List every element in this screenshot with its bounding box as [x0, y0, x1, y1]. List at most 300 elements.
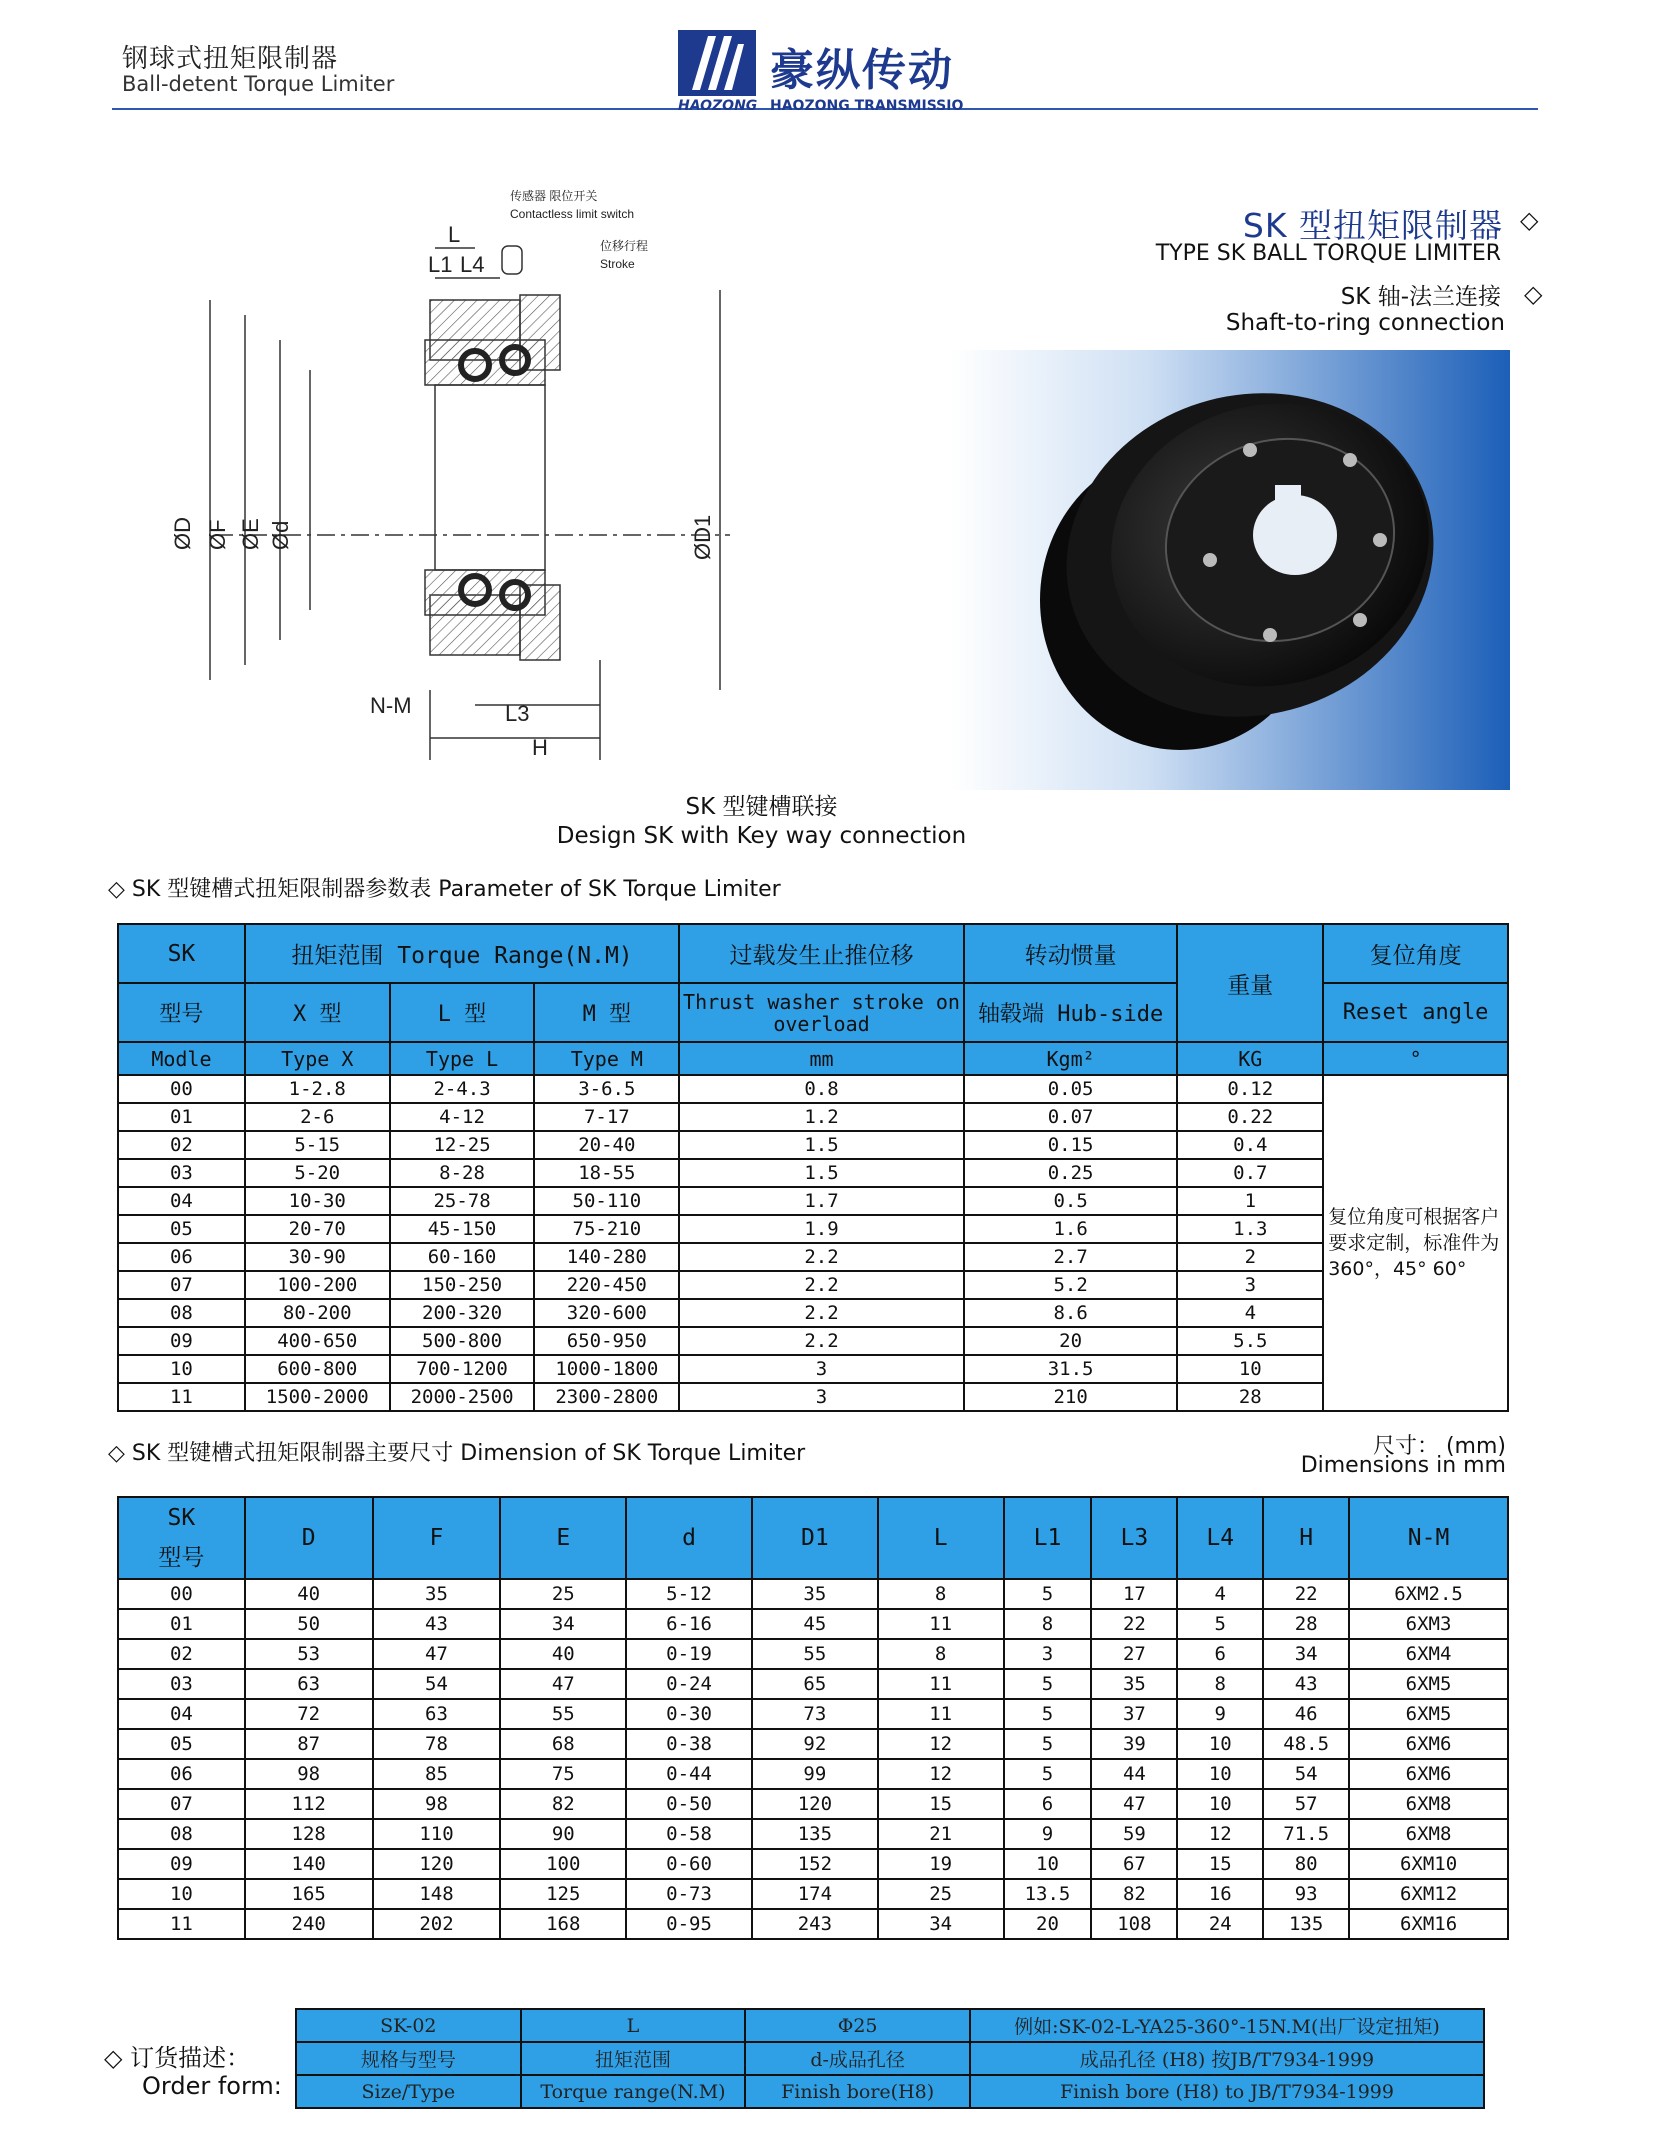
table-cell: 243	[752, 1909, 878, 1939]
table-cell: 18-55	[534, 1159, 679, 1187]
table-cell: 6XM16	[1349, 1909, 1508, 1939]
table-cell: 10	[118, 1879, 245, 1909]
table-cell: 112	[245, 1789, 373, 1819]
table-cell: 400-650	[245, 1327, 390, 1355]
table-cell: 10-30	[245, 1187, 390, 1215]
table-cell: 47	[1091, 1789, 1177, 1819]
order-cell: Finish bore (H8) to JB/T7934-1999	[970, 2075, 1484, 2108]
table-cell: 135	[1263, 1909, 1349, 1939]
table-cell: 4	[1177, 1299, 1323, 1327]
table-cell: 50	[245, 1609, 373, 1639]
header-model-cn: 型号	[118, 983, 245, 1042]
table-cell: 0.12	[1177, 1075, 1323, 1103]
table-cell: 3	[1004, 1639, 1092, 1669]
table-cell: 0-38	[626, 1729, 752, 1759]
table-row	[118, 1159, 1508, 1187]
table-cell: 00	[118, 1579, 245, 1609]
order-cell: 扭矩范围	[521, 2042, 746, 2075]
unit-stroke: mm	[679, 1042, 964, 1075]
table-row	[118, 1327, 1508, 1355]
table-cell: 5	[1004, 1759, 1092, 1789]
table-cell: 05	[118, 1215, 245, 1243]
table-cell: 3	[679, 1355, 964, 1383]
table-cell: 10	[1004, 1849, 1092, 1879]
table-cell: 120	[752, 1789, 878, 1819]
table-cell: 8-28	[390, 1159, 535, 1187]
table-cell: 67	[1091, 1849, 1177, 1879]
table-cell: 6XM6	[1349, 1729, 1508, 1759]
table-cell: 1-2.8	[245, 1075, 390, 1103]
table-cell: 04	[118, 1699, 245, 1729]
table-cell: 1.7	[679, 1187, 964, 1215]
order-cell: Φ25	[745, 2009, 970, 2042]
table-cell: 3	[679, 1383, 964, 1411]
table-cell: 40	[245, 1579, 373, 1609]
brand-name-en: HAOZONG	[678, 98, 758, 114]
table-cell: 8	[878, 1639, 1004, 1669]
table-cell: 0-30	[626, 1699, 752, 1729]
table-cell: 135	[752, 1819, 878, 1849]
table-cell: 45	[752, 1609, 878, 1639]
reset-angle-note: 复位角度可根据客户要求定制，标准件为360°，45° 60°	[1323, 1075, 1508, 1411]
table-cell: 8.6	[964, 1299, 1178, 1327]
table-cell: 54	[373, 1669, 501, 1699]
table-cell: 24	[1177, 1909, 1263, 1939]
table-cell: 650-950	[534, 1327, 679, 1355]
table-cell: 6XM8	[1349, 1819, 1508, 1849]
connection-title-en: Shaft-to-ring connection	[1225, 310, 1505, 336]
table-cell: 2-6	[245, 1103, 390, 1131]
table-cell: 220-450	[534, 1271, 679, 1299]
order-label-en: Order form:	[142, 2072, 282, 2100]
header-l-cn: L 型	[390, 983, 535, 1042]
table-cell: 85	[373, 1759, 501, 1789]
table-cell: 35	[752, 1579, 878, 1609]
order-row	[296, 2042, 1484, 2075]
table-cell: 6XM2.5	[1349, 1579, 1508, 1609]
table-row	[118, 1299, 1508, 1327]
order-cell: Finish bore(H8)	[745, 2075, 970, 2108]
table-cell: 0.5	[964, 1187, 1178, 1215]
connection-title-cn: SK 轴-法兰连接	[1340, 284, 1501, 310]
table-cell: 46	[1263, 1699, 1349, 1729]
table-cell: 34	[878, 1909, 1004, 1939]
dim-header: d	[626, 1497, 752, 1579]
table-cell: 8	[1177, 1669, 1263, 1699]
table-cell: 5	[1004, 1699, 1092, 1729]
table-cell: 03	[118, 1159, 245, 1187]
dim-header: D	[245, 1497, 373, 1579]
order-cell: SK-02	[296, 2009, 521, 2042]
table-cell: 120	[373, 1849, 501, 1879]
table-cell: 108	[1091, 1909, 1177, 1939]
table-cell: 140	[245, 1849, 373, 1879]
table-cell: 0-95	[626, 1909, 752, 1939]
table-cell: 128	[245, 1819, 373, 1849]
table-row	[118, 1215, 1508, 1243]
dim-section-title: ◇ SK 型键槽式扭矩限制器主要尺寸 Dimension of SK Torque Limiter	[108, 1441, 806, 1466]
order-row	[296, 2009, 1484, 2042]
table-cell: 0.7	[1177, 1159, 1323, 1187]
table-cell: 22	[1263, 1579, 1349, 1609]
drawing-sensor-en: Contactless limit switch	[510, 207, 635, 221]
drawing-sensor-cn: 传感器 限位开关	[510, 189, 598, 203]
table-cell: 11	[118, 1909, 245, 1939]
table-row	[118, 1075, 1508, 1103]
table-cell: 63	[245, 1669, 373, 1699]
table-cell: 99	[752, 1759, 878, 1789]
drawing-label-H: H	[532, 735, 548, 760]
drawing-label-L3: L3	[505, 701, 530, 726]
table-cell: 6-16	[626, 1609, 752, 1639]
order-label-cn: ◇ 订货描述：	[104, 2044, 251, 2072]
table-cell: 16	[1177, 1879, 1263, 1909]
table-cell: 01	[118, 1103, 245, 1131]
table-cell: 80	[1263, 1849, 1349, 1879]
table-cell: 5	[1004, 1669, 1092, 1699]
header-stroke-en: Thrust washer stroke on overload	[679, 983, 964, 1042]
table-cell: 09	[118, 1327, 245, 1355]
unit-weight: KG	[1177, 1042, 1323, 1075]
dim-header: L4	[1177, 1497, 1263, 1579]
table-cell: 6XM12	[1349, 1879, 1508, 1909]
table-cell: 75-210	[534, 1215, 679, 1243]
table-cell: 05	[118, 1729, 245, 1759]
table-cell: 31.5	[964, 1355, 1178, 1383]
drawing-label-NM: N-M	[370, 693, 412, 718]
brand-logo-icon	[678, 30, 756, 96]
order-cell: L	[521, 2009, 746, 2042]
table-cell: 11	[118, 1383, 245, 1411]
table-cell: 11	[878, 1669, 1004, 1699]
table-cell: 0.4	[1177, 1131, 1323, 1159]
table-cell: 6	[1177, 1639, 1263, 1669]
section-drawing	[170, 189, 730, 760]
table-cell: 10	[1177, 1729, 1263, 1759]
table-cell: 140-280	[534, 1243, 679, 1271]
table-cell: 07	[118, 1271, 245, 1299]
unit-inertia: Kgm²	[964, 1042, 1178, 1075]
drawing-label-L4: L4	[460, 252, 485, 277]
unit-l: Type L	[390, 1042, 535, 1075]
table-cell: 47	[500, 1669, 626, 1699]
table-row	[118, 1639, 1508, 1669]
table-cell: 174	[752, 1879, 878, 1909]
table-cell: 30-90	[245, 1243, 390, 1271]
table-cell: 10	[118, 1355, 245, 1383]
table-row	[118, 1383, 1508, 1411]
table-cell: 59	[1091, 1819, 1177, 1849]
table-cell: 8	[878, 1579, 1004, 1609]
table-cell: 15	[878, 1789, 1004, 1819]
table-cell: 0.07	[964, 1103, 1178, 1131]
table-cell: 34	[1263, 1639, 1349, 1669]
table-cell: 12	[878, 1759, 1004, 1789]
drawing-label-L1: L1	[428, 252, 453, 277]
table-row	[118, 1819, 1508, 1849]
table-cell: 1.6	[964, 1215, 1178, 1243]
table-cell: 200-320	[390, 1299, 535, 1327]
table-cell: 6XM10	[1349, 1849, 1508, 1879]
table-cell: 75	[500, 1759, 626, 1789]
table-cell: 10	[1177, 1759, 1263, 1789]
table-cell: 87	[245, 1729, 373, 1759]
header-reset-cn: 复位角度	[1323, 924, 1508, 983]
dim-header: N-M	[1349, 1497, 1508, 1579]
table-cell: 02	[118, 1639, 245, 1669]
table-cell: 8	[1004, 1609, 1092, 1639]
table-cell: 1000-1800	[534, 1355, 679, 1383]
unit-reset: °	[1323, 1042, 1508, 1075]
table-cell: 35	[373, 1579, 501, 1609]
table-cell: 39	[1091, 1729, 1177, 1759]
param-section-title: ◇ SK 型键槽式扭矩限制器参数表 Parameter of SK Torque Limiter	[108, 877, 781, 902]
diamond-icon: ◇	[1524, 280, 1543, 308]
table-cell: 600-800	[245, 1355, 390, 1383]
table-cell: 0.22	[1177, 1103, 1323, 1131]
table-cell: 500-800	[390, 1327, 535, 1355]
table-cell: 5	[1004, 1729, 1092, 1759]
table-cell: 07	[118, 1789, 245, 1819]
table-cell: 2.7	[964, 1243, 1178, 1271]
table-cell: 6XM6	[1349, 1759, 1508, 1789]
product-title-cn: SK 型扭矩限制器	[1242, 206, 1503, 245]
table-cell: 165	[245, 1879, 373, 1909]
table-cell: 2.2	[679, 1327, 964, 1355]
table-cell: 5	[1177, 1609, 1263, 1639]
header-inertia-cn: 转动惯量	[964, 924, 1178, 983]
table-cell: 35	[1091, 1669, 1177, 1699]
table-row	[118, 1849, 1508, 1879]
table-cell: 10	[1177, 1355, 1323, 1383]
table-cell: 10	[1177, 1789, 1263, 1819]
dim-header: F	[373, 1497, 501, 1579]
header-inertia-en: 轴毂端 Hub-side	[964, 983, 1178, 1042]
table-cell: 1.9	[679, 1215, 964, 1243]
dim-header: E	[500, 1497, 626, 1579]
drawing-stroke-en: Stroke	[600, 257, 635, 271]
table-cell: 5-20	[245, 1159, 390, 1187]
table-cell: 40	[500, 1639, 626, 1669]
order-cell: 例如:SK-02-L-YA25-360°-15N.M(出厂设定扭矩)	[970, 2009, 1484, 2042]
dim-header-sk	[118, 1497, 245, 1579]
table-cell: 93	[1263, 1879, 1349, 1909]
table-cell: 17	[1091, 1579, 1177, 1609]
table-cell: 37	[1091, 1699, 1177, 1729]
table-cell: 2300-2800	[534, 1383, 679, 1411]
dim-header: L1	[1004, 1497, 1092, 1579]
table-cell: 44	[1091, 1759, 1177, 1789]
table-cell: 1.2	[679, 1103, 964, 1131]
table-cell: 152	[752, 1849, 878, 1879]
dim-table	[117, 1496, 1509, 1940]
header-reset-en: Reset angle	[1323, 983, 1508, 1042]
table-cell: 0-60	[626, 1849, 752, 1879]
table-cell: 09	[118, 1849, 245, 1879]
header-weight: 重量	[1177, 924, 1323, 1042]
drawing-caption-en: Design SK with Key way connection	[556, 823, 967, 849]
brand-name-en-full: HAOZONG TRANSMISSIO	[770, 98, 964, 114]
table-row	[118, 1759, 1508, 1789]
table-cell: 60-160	[390, 1243, 535, 1271]
table-cell: 2.2	[679, 1299, 964, 1327]
table-cell: 34	[500, 1609, 626, 1639]
table-cell: 27	[1091, 1639, 1177, 1669]
dim-header: H	[1263, 1497, 1349, 1579]
table-row	[118, 1243, 1508, 1271]
table-cell: 08	[118, 1819, 245, 1849]
dim-header: L	[878, 1497, 1004, 1579]
order-row	[296, 2075, 1484, 2108]
table-cell: 2-4.3	[390, 1075, 535, 1103]
table-cell: 73	[752, 1699, 878, 1729]
table-cell: 5	[1004, 1579, 1092, 1609]
dim-header-model-cn: 型号	[158, 1545, 205, 1571]
table-cell: 168	[500, 1909, 626, 1939]
table-cell: 54	[1263, 1759, 1349, 1789]
table-row	[118, 1879, 1508, 1909]
header-title-en: Ball-detent Torque Limiter	[122, 72, 395, 96]
table-cell: 01	[118, 1609, 245, 1639]
table-cell: 4	[1177, 1579, 1263, 1609]
table-cell: 92	[752, 1729, 878, 1759]
table-cell: 53	[245, 1639, 373, 1669]
table-row	[118, 1271, 1508, 1299]
drawing-label-L: L	[448, 222, 461, 247]
table-row	[118, 1187, 1508, 1215]
table-cell: 6XM3	[1349, 1609, 1508, 1639]
drawing-label-D: ØD	[170, 517, 195, 550]
table-cell: 3	[1177, 1271, 1323, 1299]
table-cell: 202	[373, 1909, 501, 1939]
table-cell: 65	[752, 1669, 878, 1699]
table-cell: 5.2	[964, 1271, 1178, 1299]
table-cell: 700-1200	[390, 1355, 535, 1383]
table-cell: 03	[118, 1669, 245, 1699]
drawing-stroke-cn: 位移行程	[600, 239, 649, 253]
table-cell: 0.05	[964, 1075, 1178, 1103]
table-cell: 0-44	[626, 1759, 752, 1789]
table-cell: 80-200	[245, 1299, 390, 1327]
table-cell: 55	[500, 1699, 626, 1729]
product-photo	[950, 350, 1510, 790]
table-cell: 4-12	[390, 1103, 535, 1131]
table-cell: 1.5	[679, 1131, 964, 1159]
table-cell: 5-15	[245, 1131, 390, 1159]
table-cell: 0-24	[626, 1669, 752, 1699]
table-cell: 55	[752, 1639, 878, 1669]
table-row	[118, 1729, 1508, 1759]
table-cell: 2.2	[679, 1243, 964, 1271]
product-title-en: TYPE SK BALL TORQUE LIMITER	[1155, 241, 1501, 266]
table-cell: 78	[373, 1729, 501, 1759]
table-cell: 110	[373, 1819, 501, 1849]
table-cell: 43	[373, 1609, 501, 1639]
table-row	[118, 1909, 1508, 1939]
table-cell: 210	[964, 1383, 1178, 1411]
table-cell: 25	[500, 1579, 626, 1609]
dim-unit-cn: 尺寸： (mm)	[1372, 1434, 1506, 1459]
table-cell: 48.5	[1263, 1729, 1349, 1759]
table-cell: 1500-2000	[245, 1383, 390, 1411]
table-cell: 13.5	[1004, 1879, 1092, 1909]
drawing-caption-cn: SK 型键槽联接	[685, 794, 838, 820]
dim-header: D1	[752, 1497, 878, 1579]
table-cell: 0.8	[679, 1075, 964, 1103]
order-cell: Size/Type	[296, 2075, 521, 2108]
table-cell: 11	[878, 1609, 1004, 1639]
table-cell: 25	[878, 1879, 1004, 1909]
table-cell: 90	[500, 1819, 626, 1849]
table-cell: 68	[500, 1729, 626, 1759]
table-cell: 06	[118, 1759, 245, 1789]
table-cell: 00	[118, 1075, 245, 1103]
table-cell: 6	[1004, 1789, 1092, 1819]
table-cell: 5-12	[626, 1579, 752, 1609]
order-cell: Torque range(N.M)	[521, 2075, 746, 2108]
param-table	[117, 923, 1509, 1412]
dim-header-sk-label: SK	[167, 1505, 196, 1531]
diamond-icon: ◇	[1520, 206, 1539, 234]
table-cell: 2.2	[679, 1271, 964, 1299]
brand-name-cn: 豪纵传动	[770, 45, 954, 96]
table-cell: 6XM4	[1349, 1639, 1508, 1669]
table-cell: 125	[500, 1879, 626, 1909]
table-cell: 0-50	[626, 1789, 752, 1819]
table-cell: 0.25	[964, 1159, 1178, 1187]
table-cell: 6XM5	[1349, 1699, 1508, 1729]
table-row	[118, 1579, 1508, 1609]
table-cell: 20-70	[245, 1215, 390, 1243]
table-cell: 148	[373, 1879, 501, 1909]
table-cell: 3-6.5	[534, 1075, 679, 1103]
table-cell: 0-19	[626, 1639, 752, 1669]
table-cell: 20	[964, 1327, 1178, 1355]
table-cell: 100-200	[245, 1271, 390, 1299]
dim-unit-en: Dimensions in mm	[1300, 1453, 1506, 1478]
table-cell: 21	[878, 1819, 1004, 1849]
table-cell: 28	[1177, 1383, 1323, 1411]
table-row	[118, 1789, 1508, 1819]
table-cell: 6XM8	[1349, 1789, 1508, 1819]
table-cell: 08	[118, 1299, 245, 1327]
table-row	[118, 1609, 1508, 1639]
table-cell: 12	[1177, 1819, 1263, 1849]
table-cell: 82	[1091, 1879, 1177, 1909]
table-cell: 6XM5	[1349, 1669, 1508, 1699]
unit-model: Modle	[118, 1042, 245, 1075]
table-cell: 71.5	[1263, 1819, 1349, 1849]
table-cell: 57	[1263, 1789, 1349, 1819]
table-cell: 320-600	[534, 1299, 679, 1327]
dim-header: L3	[1091, 1497, 1177, 1579]
table-cell: 15	[1177, 1849, 1263, 1879]
table-cell: 2000-2500	[390, 1383, 535, 1411]
table-row	[118, 1103, 1508, 1131]
table-cell: 06	[118, 1243, 245, 1271]
table-cell: 11	[878, 1699, 1004, 1729]
order-cell: 规格与型号	[296, 2042, 521, 2075]
table-cell: 9	[1004, 1819, 1092, 1849]
table-cell: 7-17	[534, 1103, 679, 1131]
table-cell: 43	[1263, 1669, 1349, 1699]
table-cell: 1.5	[679, 1159, 964, 1187]
table-cell: 240	[245, 1909, 373, 1939]
table-cell: 2	[1177, 1243, 1323, 1271]
table-cell: 04	[118, 1187, 245, 1215]
drawing-label-D1: ØD1	[690, 514, 715, 560]
table-cell: 150-250	[390, 1271, 535, 1299]
